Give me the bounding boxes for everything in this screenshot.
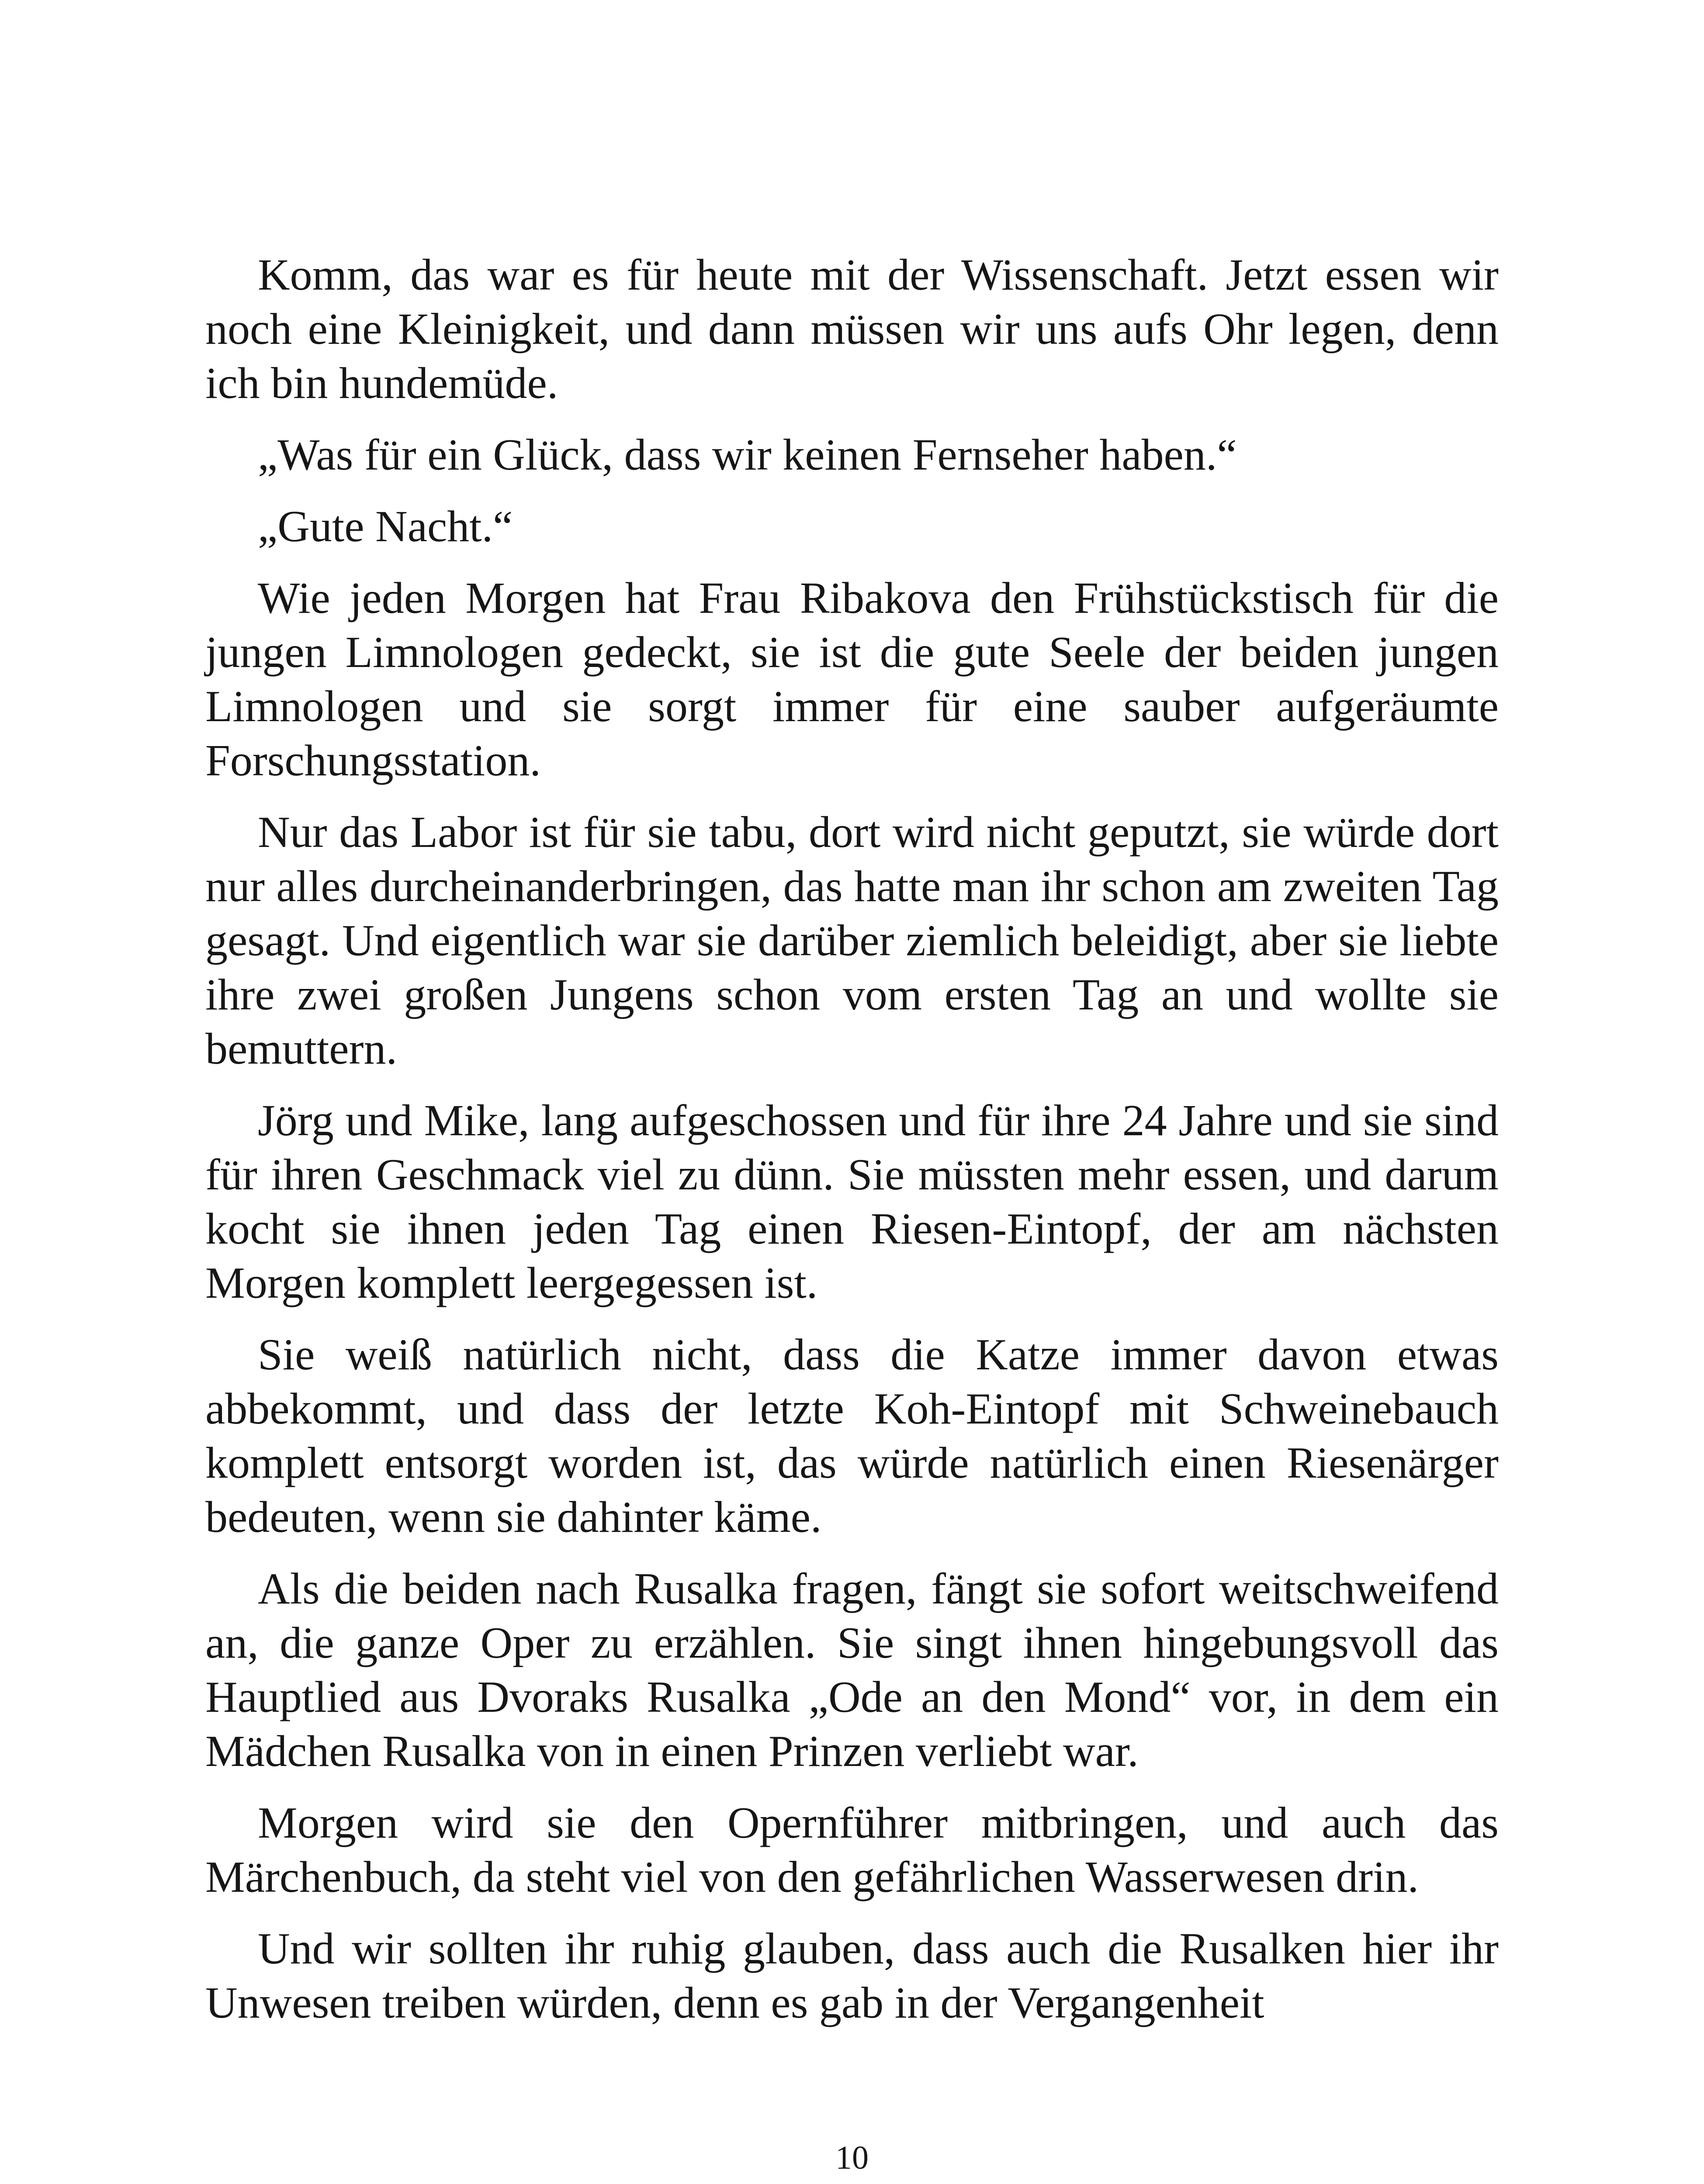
page-number: 10 (835, 2139, 869, 2176)
paragraph: Sie weiß natürlich nicht, dass die Katze immer davon etwas abbekommt, und dass der letzte Koh-Eintopf mit Schweinebauch komplett entsorgt worden ist, das würde natürlich einen Riesenärger bedeuten, wenn sie dahinter käme. (205, 1330, 1499, 1542)
paragraph: Jörg und Mike, lang aufgeschossen und für ihre 24 Jahre und sie sind für ihren Geschmack viel zu dünn. Sie müssten mehr essen, und darum kocht sie ihnen jeden Tag einen Riesen-Eintopf, der am nächsten Morgen komplett leergegessen ist. (205, 1096, 1499, 1308)
paragraph: Komm, das war es für heute mit der Wissenschaft. Jetzt essen wir noch eine Kleinigkeit, und dann müssen wir uns aufs Ohr legen, denn ich bin hundemüde. (205, 250, 1499, 408)
paragraph: „Gute Nacht.“ (258, 502, 513, 551)
paragraph: „Was für ein Glück, dass wir keinen Fernseher haben.“ (258, 430, 1237, 480)
paragraph: Wie jeden Morgen hat Frau Ribakova den Frühstückstisch für die jungen Limnologen gedeckt, sie ist die gute Seele der beiden jungen Limnologen und sie sorgt immer für eine sauber aufgeräumte Forschungsstation. (205, 574, 1499, 785)
paragraph: Nur das Labor ist für sie tabu, dort wird nicht geputzt, sie würde dort nur alles durcheinanderbringen, das hatte man ihr schon am zweiten Tag gesagt. Und eigentlich war sie darüber ziemlich beleidigt, aber sie liebte ihre zwei großen Jungens schon vom ersten Tag an und wollte sie bemuttern. (205, 808, 1499, 1074)
paragraph: Als die beiden nach Rusalka fragen, fängt sie sofort weitschweifend an, die ganze Oper zu erzählen. Sie singt ihnen hingebungsvoll das Hauptlied aus Dvoraks Rusalka „Ode an den Mond“ vor, in dem ein Mädchen Rusalka von in einen Prinzen verliebt war. (205, 1564, 1499, 1776)
paragraph: Und wir sollten ihr ruhig glauben, dass auch die Rusalken hier ihr Unwesen treiben würden, denn es gab in der Vergangenheit (205, 1924, 1499, 2028)
text-block (205, 248, 1499, 2048)
paragraph: Morgen wird sie den Opernführer mitbringen, und auch das Märchenbuch, da steht viel von den gefährlichen Wasserwesen drin. (205, 1798, 1499, 1902)
